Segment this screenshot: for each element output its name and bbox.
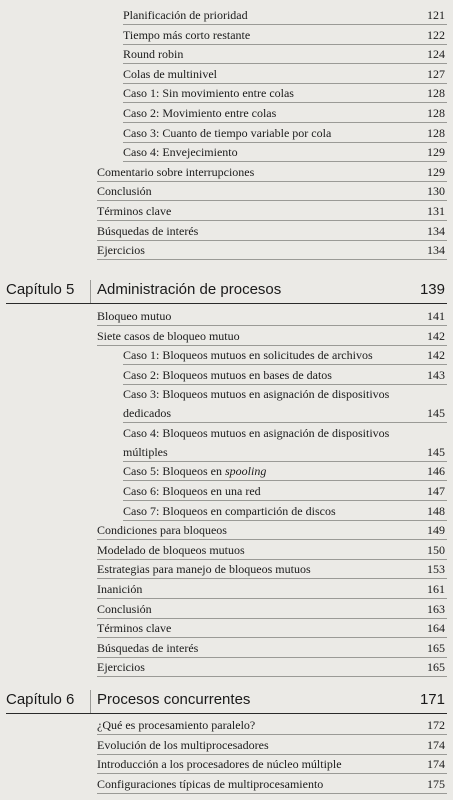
toc-entry	[0, 560, 453, 579]
toc-entry-page: 142	[427, 328, 445, 343]
toc-entry	[0, 124, 453, 143]
toc-entry-label: Siete casos de bloqueo mutuo	[97, 328, 240, 343]
toc-entry-page: 165	[427, 660, 445, 675]
toc-entry	[0, 736, 453, 755]
toc-entry-label: Configuraciones típicas de multiprocesamiento	[97, 776, 324, 791]
toc-entry-page: 127	[427, 66, 445, 81]
toc-entry	[0, 482, 453, 501]
toc-entry-label: Conclusión	[97, 601, 152, 616]
toc-entry-label: Inanición	[97, 582, 143, 596]
chapter-separator	[90, 690, 91, 714]
toc-entry	[0, 163, 453, 182]
toc-entry-label: Introducción a los procesadores de núcleo múltiple	[97, 757, 342, 772]
toc-entry	[0, 716, 453, 735]
chapter-number: Capítulo 5	[6, 281, 75, 298]
toc-entry-page: 145	[427, 406, 445, 421]
chapter-title: Procesos concurrentes	[97, 691, 251, 708]
toc-entry-page: 143	[427, 367, 445, 382]
toc-entry	[0, 346, 453, 365]
toc-entry	[0, 541, 453, 560]
toc-entry-label: Términos clave	[97, 204, 172, 218]
chapter-page: 139	[419, 281, 445, 298]
toc-entry-page: 148	[427, 503, 445, 518]
toc-entry-page: 142	[427, 348, 445, 363]
toc-entry	[0, 521, 453, 540]
toc-entry-label: Caso 2: Bloqueos mutuos en bases de datos	[123, 367, 332, 382]
toc-entry-label: Caso 6: Bloqueos en una red	[123, 484, 261, 498]
toc-entry-page: 145	[427, 444, 445, 459]
toc-entry-label: Colas de multinivel	[123, 66, 217, 81]
toc-entry	[0, 462, 453, 481]
toc-entry-label: Caso 3: Cuanto de tiempo variable por cola	[123, 125, 332, 140]
toc-entry-page: 149	[427, 523, 445, 538]
chapter-title: Administración de procesos	[97, 281, 282, 298]
toc-entry-page: 163	[427, 601, 445, 616]
toc-entry-label: Caso 3: Bloqueos mutuos en asignación de dispositivos dedicados	[123, 387, 390, 421]
toc-entry-label: Planificación de prioridad	[123, 8, 248, 22]
toc-entry-label: Ejercicios	[97, 660, 145, 675]
toc-entry-page: 141	[427, 309, 445, 323]
toc-entry-page: 161	[427, 582, 445, 596]
toc-entry-label: Caso 7: Bloqueos en compartición de discos	[123, 503, 336, 518]
toc-entry-label: Caso 5: Bloqueos en spooling	[123, 464, 267, 479]
toc-entry	[0, 65, 453, 84]
toc-entry	[0, 202, 453, 221]
toc-entry	[0, 755, 453, 774]
toc-entry	[0, 45, 453, 64]
toc-entry-page: 131	[427, 204, 445, 218]
toc-entry-rule	[97, 259, 447, 260]
toc-entry	[0, 619, 453, 638]
toc-entry-label: Caso 2: Movimiento entre colas	[123, 106, 277, 120]
toc-entry-page: 122	[427, 27, 445, 42]
chapter-rule	[6, 303, 447, 304]
chapter-number: Capítulo 6	[6, 691, 75, 708]
toc-entry-page: 128	[427, 86, 445, 101]
toc-entry-label: Ejercicios	[97, 243, 145, 258]
chapter-6-heading	[0, 688, 453, 714]
toc-entry	[0, 104, 453, 123]
toc-entry-rule	[97, 793, 447, 794]
toc-entry-label: Términos clave	[97, 621, 172, 636]
toc-entry-label: ¿Qué es procesamiento paralelo?	[97, 718, 256, 732]
toc-entry-page: 174	[427, 737, 445, 752]
toc-entry-page: 174	[427, 757, 445, 772]
toc-entry-page: 146	[427, 464, 445, 479]
toc-entry-label: Caso 1: Bloqueos mutuos en solicitudes de archivos	[123, 348, 373, 363]
toc-entry-page: 147	[427, 484, 445, 498]
toc-entry-label: Tiempo más corto restante	[123, 27, 251, 42]
toc-entry	[0, 307, 453, 326]
toc-entry	[0, 366, 453, 385]
toc-entry	[0, 600, 453, 619]
toc-entry-page: 128	[427, 106, 445, 120]
toc-entry-label: Caso 4: Bloqueos mutuos en asignación de dispositivos múltiples	[123, 425, 390, 459]
toc-entry-rule	[97, 676, 447, 677]
toc-entry	[0, 385, 453, 423]
toc-entry-label: Condiciones para bloqueos	[97, 523, 227, 538]
chapter-page: 171	[419, 691, 445, 708]
toc-entry-page: 172	[427, 718, 445, 732]
toc-entry-label: Estrategias para manejo de bloqueos mutuos	[97, 562, 311, 577]
toc-entry-label: Búsquedas de interés	[97, 640, 199, 655]
toc-entry-page: 150	[427, 542, 445, 557]
toc-entry-label: Evolución de los multiprocesadores	[97, 737, 269, 752]
toc-entry-label: Bloqueo mutuo	[97, 309, 172, 323]
toc-entry	[0, 241, 453, 260]
toc-entry-page: 129	[427, 145, 445, 160]
toc-entry	[0, 502, 453, 521]
toc-entry-page: 124	[427, 47, 445, 62]
toc-entry-label: Caso 4: Envejecimiento	[123, 145, 238, 160]
toc-entry-label: Caso 1: Sin movimiento entre colas	[123, 86, 294, 101]
toc-entry-page: 128	[427, 125, 445, 140]
toc-entry	[0, 424, 453, 462]
toc-entry-page: 134	[427, 223, 445, 238]
toc-entry	[0, 327, 453, 346]
toc-entry	[0, 580, 453, 599]
toc-entry	[0, 222, 453, 241]
chapter-rule	[6, 713, 447, 714]
toc-entry	[0, 775, 453, 794]
toc-entry	[0, 143, 453, 162]
toc-entry-page: 164	[427, 621, 445, 636]
toc-entry-page: 121	[427, 8, 445, 22]
toc-entry	[0, 639, 453, 658]
toc-entry	[0, 84, 453, 103]
toc-entry-page: 175	[427, 776, 445, 791]
toc-entry-page: 165	[427, 640, 445, 655]
toc-entry-label: Comentario sobre interrupciones	[97, 164, 255, 179]
toc-entry-label: Búsquedas de interés	[97, 223, 199, 238]
toc-entry-label: Round robin	[123, 47, 184, 62]
toc-entry-page: 153	[427, 562, 445, 577]
toc-entry	[0, 658, 453, 677]
toc-entry-label: Modelado de bloqueos mutuos	[97, 542, 245, 557]
toc-entry-page: 129	[427, 164, 445, 179]
toc-entry-page: 134	[427, 243, 445, 258]
toc-entry-label: Conclusión	[97, 184, 152, 199]
toc-entry	[0, 182, 453, 201]
toc-entry	[0, 6, 453, 25]
chapter-5-heading	[0, 278, 453, 304]
toc-entry	[0, 26, 453, 45]
chapter-separator	[90, 280, 91, 304]
toc-entry-page: 130	[427, 184, 445, 199]
